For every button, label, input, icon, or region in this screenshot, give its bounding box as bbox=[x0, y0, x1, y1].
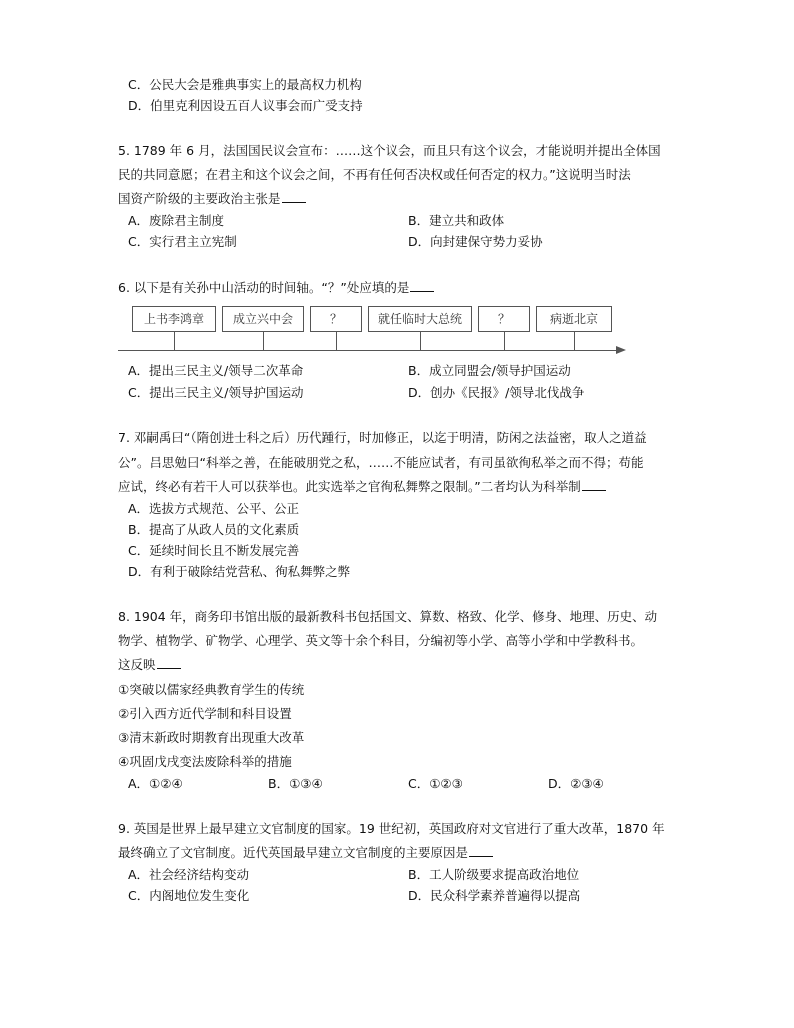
q8-statement-3: ③清末新政时期教育出现重大改革 bbox=[118, 730, 305, 745]
timeline-event-1: 上书李鸿章 bbox=[132, 306, 216, 332]
q9-option-d: D．民众科学素养普遍得以提高 bbox=[408, 888, 581, 903]
timeline-arrow-icon bbox=[616, 346, 626, 354]
q6-option-b: B．成立同盟会/领导护国运动 bbox=[408, 363, 571, 378]
q5-stem-line2: 民的共同意愿；在君主和这个议会之间，不再有任何否决权或任何否定的权力。”这说明当时法 bbox=[118, 167, 631, 182]
q8-stem-line3: 这反映 bbox=[118, 656, 181, 674]
q8-option-d: D．②③④ bbox=[548, 776, 604, 791]
timeline-tick bbox=[263, 332, 264, 350]
q5-option-c: C．实行君主立宪制 bbox=[128, 234, 237, 249]
timeline-axis bbox=[118, 350, 618, 351]
q9-option-b: B．工人阶级要求提高政治地位 bbox=[408, 867, 580, 882]
timeline-tick bbox=[174, 332, 175, 350]
q5-option-d: D．向封建保守势力妥协 bbox=[408, 234, 543, 249]
q8-statement-2: ②引入西方近代学制和科目设置 bbox=[118, 706, 292, 721]
timeline-tick bbox=[336, 332, 337, 350]
q8-stem-line2: 物学、植物学、矿物学、心理学、英文等十余个科目，分编初等小学、高等小学和中学教科书。 bbox=[118, 633, 644, 648]
timeline-event-3: ？ bbox=[310, 306, 362, 332]
q5-option-b: B．建立共和政体 bbox=[408, 213, 505, 228]
q8-option-c: C．①②③ bbox=[408, 776, 463, 791]
q7-option-b: B．提高了从政人员的文化素质 bbox=[128, 522, 300, 537]
timeline-event-5: ？ bbox=[478, 306, 530, 332]
q5-option-a: A．废除君主制度 bbox=[128, 213, 225, 228]
answer-blank bbox=[410, 279, 434, 292]
q8-statement-1: ①突破以儒家经典教育学生的传统 bbox=[118, 682, 305, 697]
q9-option-a: A．社会经济结构变动 bbox=[128, 867, 250, 882]
q5-stem-line3: 国资产阶级的主要政治主张是 bbox=[118, 190, 306, 208]
timeline-event-6: 病逝北京 bbox=[536, 306, 612, 332]
q9-stem-line2: 最终确立了文官制度。近代英国最早建立文官制度的主要原因是 bbox=[118, 844, 493, 862]
q6-option-d: D．创办《民报》/领导北伐战争 bbox=[408, 385, 585, 400]
q4-option-c: C．公民大会是雅典事实上的最高权力机构 bbox=[128, 77, 362, 92]
q7-stem-line3: 应试，终必有若干人可以获举也。此实选举之官徇私舞弊之限制。”二者均认为科举制 bbox=[118, 478, 606, 496]
q7-stem-line2: 公”。吕思勉曰“科举之善，在能破朋党之私，……不能应试者，有司虽欲徇私举之而不得；苟能 bbox=[118, 455, 644, 470]
q8-statement-4: ④巩固戊戌变法废除科举的措施 bbox=[118, 754, 292, 769]
timeline-tick bbox=[574, 332, 575, 350]
q5-stem-line1: 5. 1789 年 6 月，法国国民议会宣布：……这个议会，而且只有这个议会，才能说明并提出全体国 bbox=[118, 143, 661, 158]
timeline-tick bbox=[504, 332, 505, 350]
answer-blank bbox=[282, 190, 306, 203]
q7-option-d: D．有利于破除结党营私、徇私舞弊之弊 bbox=[128, 564, 351, 579]
timeline-event-4: 就任临时大总统 bbox=[368, 306, 472, 332]
q8-option-b: B．①③④ bbox=[268, 776, 323, 791]
q8-option-a: A．①②④ bbox=[128, 776, 183, 791]
answer-blank bbox=[582, 478, 606, 491]
timeline-event-2: 成立兴中会 bbox=[222, 306, 304, 332]
q6-stem-line1: 6. 以下是有关孙中山活动的时间轴。“？”处应填的是 bbox=[118, 279, 434, 297]
timeline-tick bbox=[420, 332, 421, 350]
q7-option-c: C．延续时间长且不断发展完善 bbox=[128, 543, 300, 558]
q6-option-a: A．提出三民主义/领导二次革命 bbox=[128, 363, 304, 378]
q9-option-c: C．内阁地位发生变化 bbox=[128, 888, 250, 903]
q8-stem-line1: 8. 1904 年，商务印书馆出版的最新教科书包括国文、算数、格致、化学、修身、地理、历史、动 bbox=[118, 609, 658, 624]
answer-blank bbox=[469, 844, 493, 857]
sun-yatsen-timeline bbox=[118, 304, 630, 356]
q9-stem-line1: 9. 英国是世界上最早建立文官制度的国家。19 世纪初，英国政府对文官进行了重大改革，1870 年 bbox=[118, 821, 665, 836]
q6-option-c: C．提出三民主义/领导护国运动 bbox=[128, 385, 304, 400]
q4-option-d: D．伯里克利因设五百人议事会而广受支持 bbox=[128, 98, 363, 113]
q7-stem-line1: 7. 邓嗣禹曰“（隋创进士科之后）历代踵行，时加修正，以迄于明清，防闲之法益密，取人之道益 bbox=[118, 430, 647, 445]
q7-option-a: A．选拔方式规范、公平、公正 bbox=[128, 501, 300, 516]
answer-blank bbox=[157, 656, 181, 669]
